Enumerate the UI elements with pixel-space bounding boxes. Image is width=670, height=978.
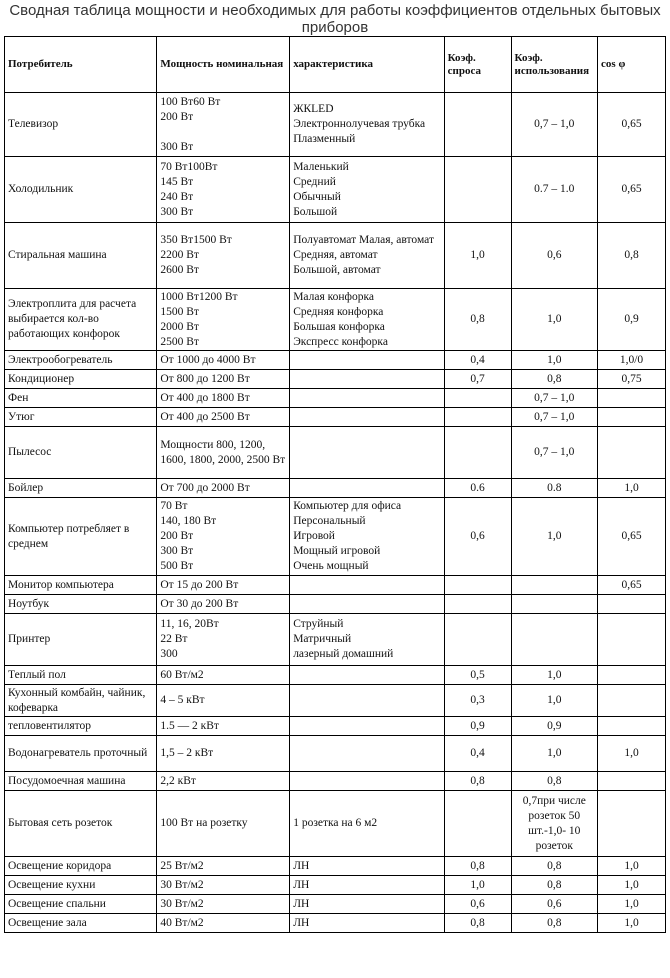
usage-cell: 0,7 – 1,0 <box>511 408 597 427</box>
cos-cell: 1,0 <box>598 479 666 498</box>
characteristic-cell <box>290 717 444 736</box>
characteristic-cell <box>290 666 444 685</box>
cos-cell: 1,0 <box>598 895 666 914</box>
power-cell: От 700 до 2000 Вт <box>157 479 290 498</box>
characteristic-cell: ЛН <box>290 895 444 914</box>
demand-cell: 0,3 <box>444 685 511 717</box>
cos-cell <box>598 791 666 857</box>
cos-cell: 1,0 <box>598 876 666 895</box>
characteristic-cell: 1 розетка на 6 м2 <box>290 791 444 857</box>
cos-cell <box>598 717 666 736</box>
demand-cell <box>444 93 511 157</box>
consumer-cell: Теплый пол <box>5 666 157 685</box>
demand-cell: 0,7 <box>444 370 511 389</box>
cos-cell: 0,65 <box>598 93 666 157</box>
consumer-cell: Утюг <box>5 408 157 427</box>
cos-cell <box>598 685 666 717</box>
demand-cell: 1,0 <box>444 876 511 895</box>
characteristic-cell: Струйный Матричный лазерный домашний <box>290 614 444 666</box>
table-row <box>5 914 666 933</box>
characteristic-cell <box>290 685 444 717</box>
cos-cell <box>598 408 666 427</box>
table-row <box>5 351 666 370</box>
consumer-cell: Кондиционер <box>5 370 157 389</box>
usage-cell: 0,9 <box>511 717 597 736</box>
consumer-cell: Бытовая сеть розеток <box>5 791 157 857</box>
table-row <box>5 576 666 595</box>
consumer-cell: Холодильник <box>5 157 157 223</box>
table-row <box>5 389 666 408</box>
characteristic-cell <box>290 427 444 479</box>
power-cell: 25 Вт/м2 <box>157 857 290 876</box>
consumer-cell: тепловентилятор <box>5 717 157 736</box>
characteristic-cell <box>290 736 444 772</box>
usage-cell: 0,7 – 1,0 <box>511 427 597 479</box>
consumer-cell: Пылесос <box>5 427 157 479</box>
table-row <box>5 498 666 576</box>
power-table <box>4 36 666 933</box>
header-cos: cos φ <box>598 37 666 93</box>
usage-cell: 0,8 <box>511 857 597 876</box>
consumer-cell: Освещение коридора <box>5 857 157 876</box>
table-row <box>5 772 666 791</box>
characteristic-cell <box>290 479 444 498</box>
cos-cell <box>598 772 666 791</box>
table-row <box>5 857 666 876</box>
power-cell: 1.5 — 2 кВт <box>157 717 290 736</box>
characteristic-cell <box>290 772 444 791</box>
header-demand: Коэф. спроса <box>444 37 511 93</box>
cos-cell: 0,65 <box>598 498 666 576</box>
power-cell: 70 Вт100Вт 145 Вт 240 Вт 300 Вт <box>157 157 290 223</box>
demand-cell <box>444 576 511 595</box>
usage-cell: 1,0 <box>511 498 597 576</box>
characteristic-cell: ЛН <box>290 914 444 933</box>
cos-cell <box>598 595 666 614</box>
demand-cell: 0,6 <box>444 498 511 576</box>
cos-cell: 0,75 <box>598 370 666 389</box>
demand-cell: 0,9 <box>444 717 511 736</box>
usage-cell: 1,0 <box>511 736 597 772</box>
demand-cell: 0,8 <box>444 914 511 933</box>
characteristic-cell: ЖКLED Электроннолучевая трубка Плазменный <box>290 93 444 157</box>
consumer-cell: Ноутбук <box>5 595 157 614</box>
demand-cell: 0.6 <box>444 479 511 498</box>
usage-cell: 0,8 <box>511 914 597 933</box>
consumer-cell: Освещение кухни <box>5 876 157 895</box>
power-cell: 100 Вт на розетку <box>157 791 290 857</box>
consumer-cell: Бойлер <box>5 479 157 498</box>
power-cell: От 400 до 2500 Вт <box>157 408 290 427</box>
power-cell: Мощности 800, 1200, 1600, 1800, 2000, 2500 Вт <box>157 427 290 479</box>
header-usage: Коэф. использования <box>511 37 597 93</box>
cos-cell <box>598 389 666 408</box>
power-cell: 100 Вт60 Вт 200 Вт 300 Вт <box>157 93 290 157</box>
characteristic-cell <box>290 595 444 614</box>
table-row <box>5 595 666 614</box>
usage-cell: 0,8 <box>511 772 597 791</box>
table-row <box>5 876 666 895</box>
page-title: Сводная таблица мощности и необходимых для работы коэффициентов отдельных бытовых приборов <box>9 2 661 36</box>
characteristic-cell <box>290 389 444 408</box>
consumer-cell: Телевизор <box>5 93 157 157</box>
table-row <box>5 370 666 389</box>
characteristic-cell <box>290 408 444 427</box>
usage-cell: 0.8 <box>511 479 597 498</box>
table-row <box>5 427 666 479</box>
power-cell: 1,5 – 2 кВт <box>157 736 290 772</box>
usage-cell: 1,0 <box>511 351 597 370</box>
usage-cell: 1,0 <box>511 289 597 351</box>
table-row <box>5 479 666 498</box>
characteristic-cell <box>290 576 444 595</box>
characteristic-cell: Компьютер для офиса Персональный Игровой Мощный игровой Очень мощный <box>290 498 444 576</box>
characteristic-cell <box>290 351 444 370</box>
power-cell: 1000 Вт1200 Вт 1500 Вт 2000 Вт 2500 Вт <box>157 289 290 351</box>
cos-cell <box>598 427 666 479</box>
power-cell: От 1000 до 4000 Вт <box>157 351 290 370</box>
table-row <box>5 791 666 857</box>
power-cell: 350 Вт1500 Вт 2200 Вт 2600 Вт <box>157 223 290 289</box>
usage-cell: 0,7 – 1,0 <box>511 389 597 408</box>
table-row <box>5 93 666 157</box>
header-row <box>5 37 666 93</box>
consumer-cell: Посудомоечная машина <box>5 772 157 791</box>
demand-cell: 0,8 <box>444 857 511 876</box>
cos-cell: 0,65 <box>598 576 666 595</box>
power-cell: 70 Вт 140, 180 Вт 200 Вт 300 Вт 500 Вт <box>157 498 290 576</box>
usage-cell: 0,7 – 1,0 <box>511 93 597 157</box>
usage-cell <box>511 614 597 666</box>
table-row <box>5 666 666 685</box>
table-row <box>5 717 666 736</box>
table-row <box>5 223 666 289</box>
power-cell: От 800 до 1200 Вт <box>157 370 290 389</box>
consumer-cell: Стиральная машина <box>5 223 157 289</box>
table-row <box>5 289 666 351</box>
table-row <box>5 614 666 666</box>
demand-cell <box>444 614 511 666</box>
consumer-cell: Водонагреватель проточный <box>5 736 157 772</box>
demand-cell <box>444 408 511 427</box>
power-cell: 30 Вт/м2 <box>157 895 290 914</box>
consumer-cell: Компьютер потребляет в среднем <box>5 498 157 576</box>
usage-cell <box>511 576 597 595</box>
consumer-cell: Электроплита для расчета выбирается кол-во работающих конфорок <box>5 289 157 351</box>
power-cell: 2,2 кВт <box>157 772 290 791</box>
cos-cell: 1,0 <box>598 857 666 876</box>
demand-cell: 0,4 <box>444 736 511 772</box>
usage-cell: 0.7 – 1.0 <box>511 157 597 223</box>
cos-cell: 1,0 <box>598 914 666 933</box>
characteristic-cell <box>290 370 444 389</box>
cos-cell: 0,8 <box>598 223 666 289</box>
cos-cell: 1,0 <box>598 736 666 772</box>
consumer-cell: Освещение зала <box>5 914 157 933</box>
consumer-cell: Кухонный комбайн, чайник, кофеварка <box>5 685 157 717</box>
demand-cell: 1,0 <box>444 223 511 289</box>
demand-cell <box>444 791 511 857</box>
table-row <box>5 157 666 223</box>
usage-cell: 0,8 <box>511 370 597 389</box>
consumer-cell: Монитор компьютера <box>5 576 157 595</box>
demand-cell: 0,8 <box>444 772 511 791</box>
table-row <box>5 895 666 914</box>
power-cell: От 15 до 200 Вт <box>157 576 290 595</box>
power-cell: 4 – 5 кВт <box>157 685 290 717</box>
usage-cell: 0,7при числе розеток 50 шт.-1,0- 10 розеток <box>511 791 597 857</box>
header-consumer: Потребитель <box>5 37 157 93</box>
demand-cell <box>444 157 511 223</box>
characteristic-cell: Малая конфорка Средняя конфорка Большая конфорка Экспресс конфорка <box>290 289 444 351</box>
usage-cell: 0,6 <box>511 895 597 914</box>
cos-cell <box>598 614 666 666</box>
demand-cell: 0,4 <box>444 351 511 370</box>
characteristic-cell: Полуавтомат Малая, автомат Средняя, автомат Большой, автомат <box>290 223 444 289</box>
demand-cell: 0,8 <box>444 289 511 351</box>
power-cell: 60 Вт/м2 <box>157 666 290 685</box>
demand-cell: 0,6 <box>444 895 511 914</box>
usage-cell: 0,6 <box>511 223 597 289</box>
demand-cell <box>444 595 511 614</box>
power-cell: 11, 16, 20Вт 22 Вт 300 <box>157 614 290 666</box>
power-cell: 40 Вт/м2 <box>157 914 290 933</box>
consumer-cell: Электрообогреватель <box>5 351 157 370</box>
power-cell: От 30 до 200 Вт <box>157 595 290 614</box>
cos-cell <box>598 666 666 685</box>
table-row <box>5 685 666 717</box>
usage-cell: 1,0 <box>511 666 597 685</box>
consumer-cell: Принтер <box>5 614 157 666</box>
table-row <box>5 408 666 427</box>
characteristic-cell: Маленький Средний Обычный Большой <box>290 157 444 223</box>
cos-cell: 1,0/0 <box>598 351 666 370</box>
usage-cell <box>511 595 597 614</box>
demand-cell <box>444 389 511 408</box>
consumer-cell: Освещение спальни <box>5 895 157 914</box>
power-cell: От 400 до 1800 Вт <box>157 389 290 408</box>
demand-cell <box>444 427 511 479</box>
characteristic-cell: ЛН <box>290 876 444 895</box>
header-characteristic: характеристика <box>290 37 444 93</box>
table-row <box>5 736 666 772</box>
header-power: Мощность номинальная <box>157 37 290 93</box>
cos-cell: 0,9 <box>598 289 666 351</box>
consumer-cell: Фен <box>5 389 157 408</box>
power-cell: 30 Вт/м2 <box>157 876 290 895</box>
usage-cell: 0,8 <box>511 876 597 895</box>
usage-cell: 1,0 <box>511 685 597 717</box>
cos-cell: 0,65 <box>598 157 666 223</box>
characteristic-cell: ЛН <box>290 857 444 876</box>
demand-cell: 0,5 <box>444 666 511 685</box>
